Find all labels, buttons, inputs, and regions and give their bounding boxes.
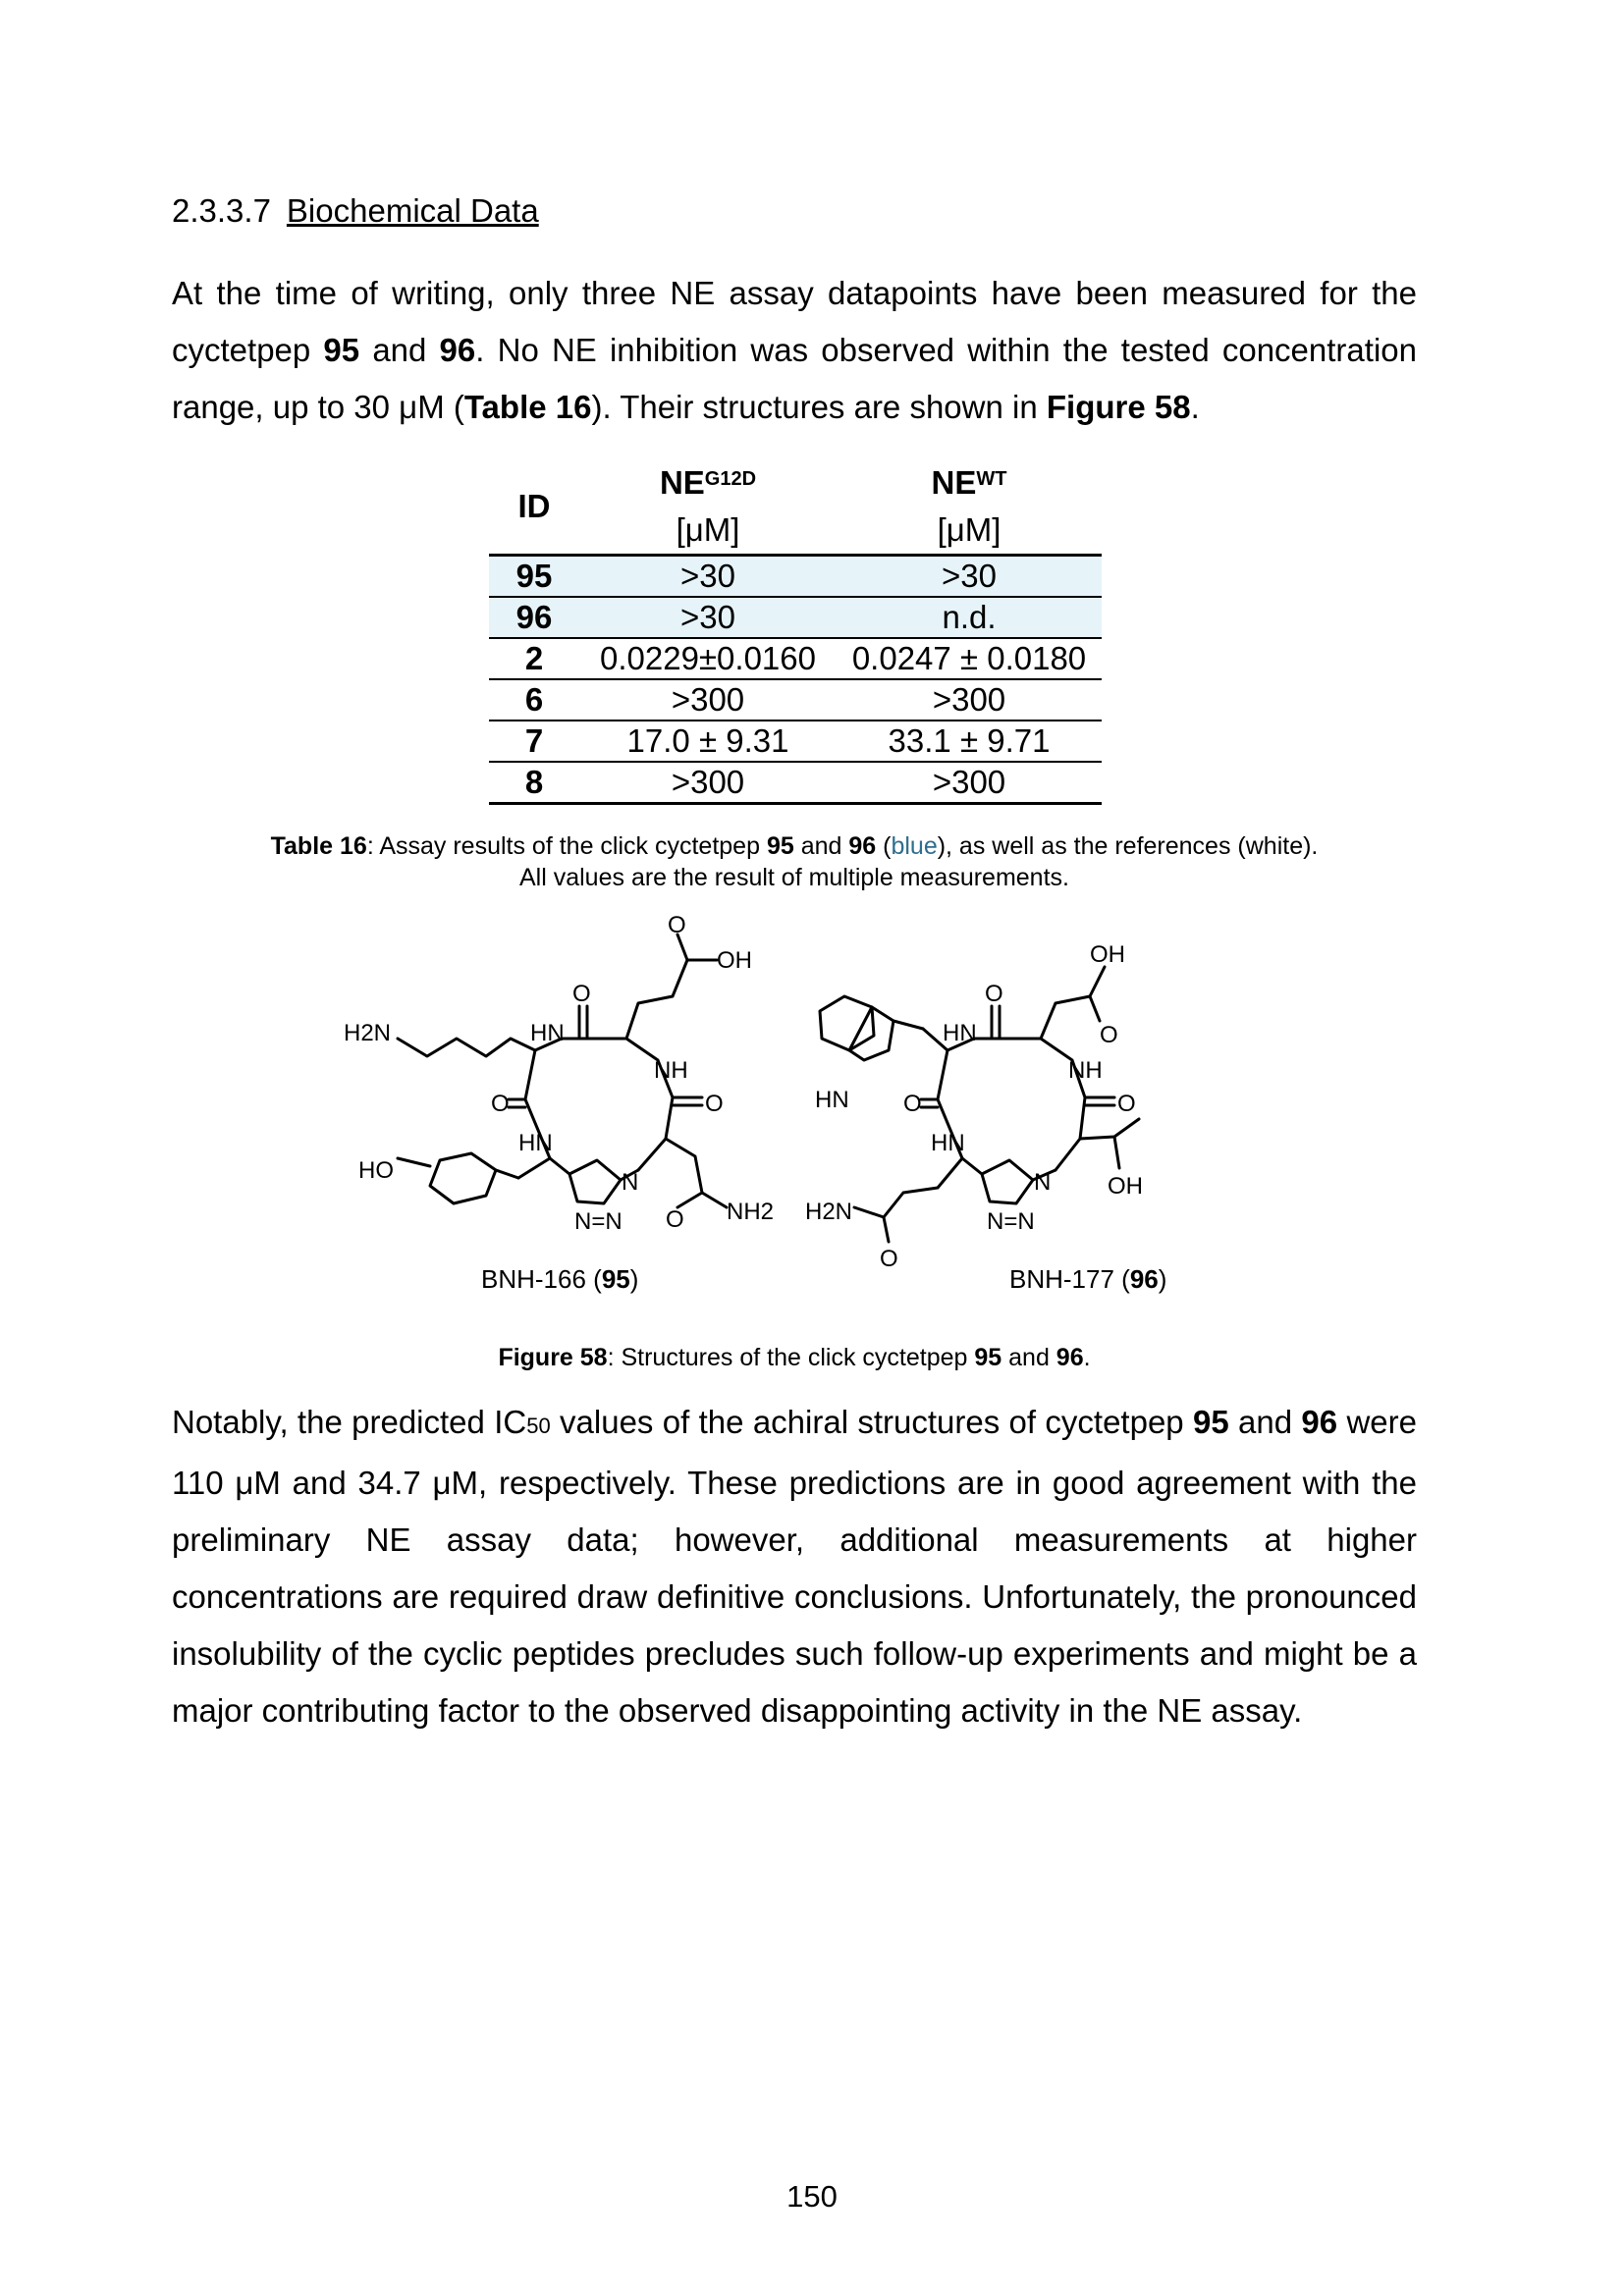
header-id: ID [517,488,551,524]
section-title: Biochemical Data [286,192,539,229]
table-row: 6 >300 >300 [489,679,1102,721]
page-number: 150 [786,2179,838,2214]
svg-text:NH2: NH2 [727,1199,775,1225]
svg-text:HO: HO [358,1157,394,1184]
paragraph-discussion: Notably, the predicted IC50 values of the achiral structures of cyctetpep 95 and 96 were 110 μM and 34.7 μM, respectively. These predictions are in good agreement with the preliminary NE assay data; however, additional measurements at higher concentrations are required draw definitive conclusions. Unfortunately, the pronounced insolubility of the cyclic peptides precludes such follow-up experiments and might be a major contributing factor to the observed disappointing activity in the NE assay. [172,1404,1417,1729]
molecule-bnh-177 [820,967,1139,1242]
svg-text:N: N [622,1169,639,1196]
table-row: 96 >30 n.d. [489,597,1102,638]
header-ne-wt: $NE^{WT}$ [931,464,1007,501]
svg-text:N=N: N=N [574,1208,623,1235]
figure-structures [334,913,1276,1306]
svg-text:OH: OH [1090,941,1125,968]
table-caption: Table 16: Assay results of the click cyctetpep 95 and 96 (blue), as well as the references (white). All values are the result of multiple measurements. [270,832,1319,891]
svg-text:O: O [705,1091,724,1117]
svg-text:HN: HN [943,1020,977,1046]
svg-text:O: O [666,1206,684,1233]
svg-text:O: O [903,1091,922,1117]
svg-text:HN: HN [518,1130,553,1156]
svg-text:O: O [668,913,686,938]
mol2-name: BNH-177 (96) [1009,1264,1167,1294]
svg-text:O: O [1117,1091,1136,1117]
assay-results-table [489,459,1102,805]
svg-text:H2N: H2N [344,1020,392,1046]
svg-text:H2N: H2N [805,1199,853,1225]
table-row: 7 17.0 ± 9.31 33.1 ± 9.71 [489,721,1102,762]
svg-text:N=N: N=N [987,1208,1035,1235]
figure-caption: Figure 58: Structures of the click cyctetpep 95 and 96. [498,1344,1091,1371]
svg-text:NH: NH [1068,1057,1103,1084]
structures-drawing [334,913,1276,1306]
header-ne-g12d: $NE^{G12D}$ [659,464,757,501]
table-row: 95 >30 >30 [489,556,1102,598]
svg-text:O: O [985,981,1003,1007]
svg-text:HN: HN [815,1087,849,1113]
svg-text:O: O [880,1246,898,1272]
paragraph-intro: At the time of writing, only three NE assay datapoints have been measured for the cyctetpep 95 and 96. No NE inhibition was observed within the tested concentration range, up to 30 μM (Table 16). Their structures are shown in Figure 58. [172,275,1417,425]
svg-text:OH: OH [717,947,752,974]
section-number: 2.3.3.7 [172,192,271,229]
svg-text:O: O [572,981,591,1007]
section-heading [172,192,539,230]
svg-text:OH: OH [1108,1173,1143,1200]
svg-text:N: N [1034,1169,1052,1196]
svg-text:O: O [491,1091,510,1117]
mol1-name: BNH-166 (95) [481,1264,639,1294]
unit-ne-wt: [μM] [937,511,1001,548]
svg-text:HN: HN [530,1020,565,1046]
svg-text:HN: HN [931,1130,965,1156]
svg-text:NH: NH [654,1057,688,1084]
svg-text:O: O [1100,1022,1118,1048]
unit-ne-g12d: [μM] [676,511,740,548]
table-row: 8 >300 >300 [489,762,1102,804]
table-row: 2 0.0229±0.0160 0.0247 ± 0.0180 [489,638,1102,679]
